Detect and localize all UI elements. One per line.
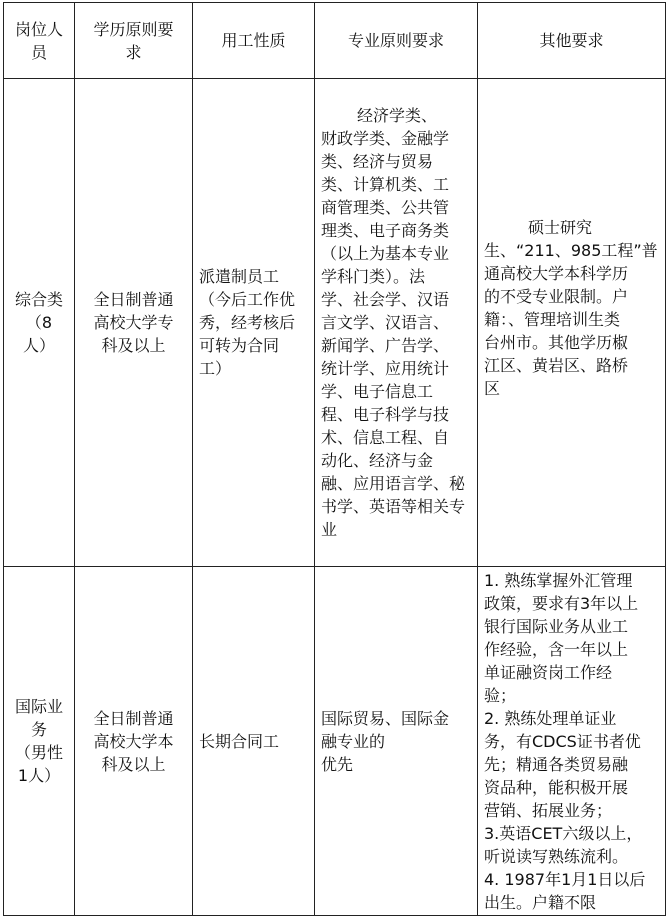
cell-text-line: （8 xyxy=(25,313,53,332)
row2-position xyxy=(4,567,75,916)
cell-text-line: 生、“211、985工程”普 xyxy=(484,241,658,260)
cell-text-line: 秀，经考核后 xyxy=(199,313,296,332)
row1-position xyxy=(4,79,75,567)
row2-education xyxy=(75,567,193,916)
cell-text-line: 通高校大学本科学历 xyxy=(484,264,629,283)
cell-text-line: 优先 xyxy=(321,754,354,774)
header-employment: 用工性质 xyxy=(193,3,315,79)
row1-major xyxy=(315,79,478,567)
cell-text-line: 硕士研究 xyxy=(528,218,593,237)
cell-text-line: 出生。户籍不限 xyxy=(484,892,597,912)
cell-text-line: 银行国际业务从业工 xyxy=(484,616,629,636)
cell-text-line: 工） xyxy=(199,359,232,378)
table-row xyxy=(4,567,666,916)
cell-text-line: 科及以上 xyxy=(101,754,166,774)
header-row xyxy=(4,3,666,79)
cell-text-line: 财政学类、金融学 xyxy=(321,129,450,148)
cell-text-line: 新闻学、广告学、 xyxy=(321,336,450,355)
cell-text-line: （今后工作优 xyxy=(199,290,296,309)
cell-text-line: 3.英语CET六级以上， xyxy=(484,823,643,843)
cell-text-line: 融专业的 xyxy=(321,731,386,751)
cell-text-line: 的不受专业限制。户 xyxy=(484,287,629,306)
cell-text-line: 人） xyxy=(22,336,55,355)
cell-text-line: 全日制普通 xyxy=(93,290,174,309)
cell-text-line: 学历原则要 xyxy=(93,19,174,39)
cell-text-line: 科及以上 xyxy=(101,336,166,355)
table-row xyxy=(4,79,666,567)
cell-text-line: 台州市。其他学历椒 xyxy=(484,333,629,352)
cell-text-line: 综合类 xyxy=(14,290,63,309)
cell-text-line: 作经验，含一年以上 xyxy=(484,639,629,659)
cell-text-line: 国际贸易、国际金 xyxy=(321,708,450,728)
cell-text-line: 学科门类）。法 xyxy=(321,267,426,286)
cell-text-line: 岗位人 xyxy=(14,19,63,39)
cell-text-line: 业 xyxy=(321,520,338,539)
header-education xyxy=(75,3,193,79)
row2-employment xyxy=(193,567,315,916)
job-requirements-table xyxy=(3,2,666,916)
cell-text-line: 1人） xyxy=(17,766,61,785)
cell-text-line: 验； xyxy=(484,685,517,705)
cell-text-line: 高校大学专 xyxy=(93,313,174,332)
cell-text-line: 派遣制员工 xyxy=(199,267,280,286)
cell-text-line: 务 xyxy=(30,720,47,739)
cell-text-line: 程、电子科学与技 xyxy=(321,405,450,424)
cell-text-line: 经济学类、 xyxy=(357,106,438,125)
cell-text-line: 1. 熟练掌握外汇管理 xyxy=(484,570,633,590)
header-major: 专业原则要求 xyxy=(315,3,478,79)
cell-text-line: 求 xyxy=(125,42,142,62)
header-position xyxy=(4,3,75,79)
header-other: 其他要求 xyxy=(478,3,666,79)
row2-other xyxy=(478,567,666,916)
cell-text-line: 籍：、管理培训生类 xyxy=(484,310,621,329)
cell-text-line: 全日制普通 xyxy=(93,708,174,728)
cell-text-line: 政策，要求有3年以上 xyxy=(484,593,639,613)
cell-text-line: 营销、拓展业务； xyxy=(484,800,613,820)
cell-text-line: 长期合同工 xyxy=(199,731,280,751)
cell-text-line: 统计学、应用统计 xyxy=(321,359,450,378)
cell-text-line: 2. 熟练处理单证业 xyxy=(484,708,617,728)
cell-text-line: 听说读写熟练流利。 xyxy=(484,846,629,866)
cell-text-line: 书学、英语等相关专 xyxy=(321,497,466,516)
cell-text-line: （以上为基本专业 xyxy=(321,244,450,263)
row2-major xyxy=(315,567,478,916)
row1-education xyxy=(75,79,193,567)
cell-text-line: 术、信息工程、自 xyxy=(321,428,450,447)
cell-text-line: 学、电子信息工 xyxy=(321,382,434,401)
cell-text-line: 类、经济与贸易 xyxy=(321,152,434,171)
cell-text-line: 4. 1987年1月1日以后 xyxy=(484,869,646,889)
cell-text-line: 可转为合同 xyxy=(199,336,280,355)
cell-text-line: 单证融资岗工作经 xyxy=(484,662,613,682)
cell-text-line: （男性 xyxy=(14,743,63,762)
cell-text-line: 类、计算机类、工 xyxy=(321,175,450,194)
cell-text-line: 融、应用语言学、秘 xyxy=(321,474,466,493)
cell-text-line: 江区、黄岩区、路桥 xyxy=(484,356,629,375)
cell-text-line: 学、社会学、汉语 xyxy=(321,290,450,309)
cell-text-line: 高校大学本 xyxy=(93,731,174,751)
cell-text-line: 先；精通各类贸易融 xyxy=(484,754,629,774)
cell-text-line: 资品种，能积极开展 xyxy=(484,777,629,797)
cell-text-line: 理类、电子商务类 xyxy=(321,221,450,240)
cell-text-line: 员 xyxy=(30,42,47,62)
cell-text-line: 国际业 xyxy=(14,697,63,716)
row1-other xyxy=(478,79,666,567)
row1-employment xyxy=(193,79,315,567)
cell-text-line: 务，有CDCS证书者优 xyxy=(484,731,641,751)
cell-text-line: 言文学、汉语言、 xyxy=(321,313,450,332)
cell-text-line: 动化、经济与金 xyxy=(321,451,434,470)
cell-text-line: 区 xyxy=(484,379,501,398)
cell-text-line: 商管理类、公共管 xyxy=(321,198,450,217)
